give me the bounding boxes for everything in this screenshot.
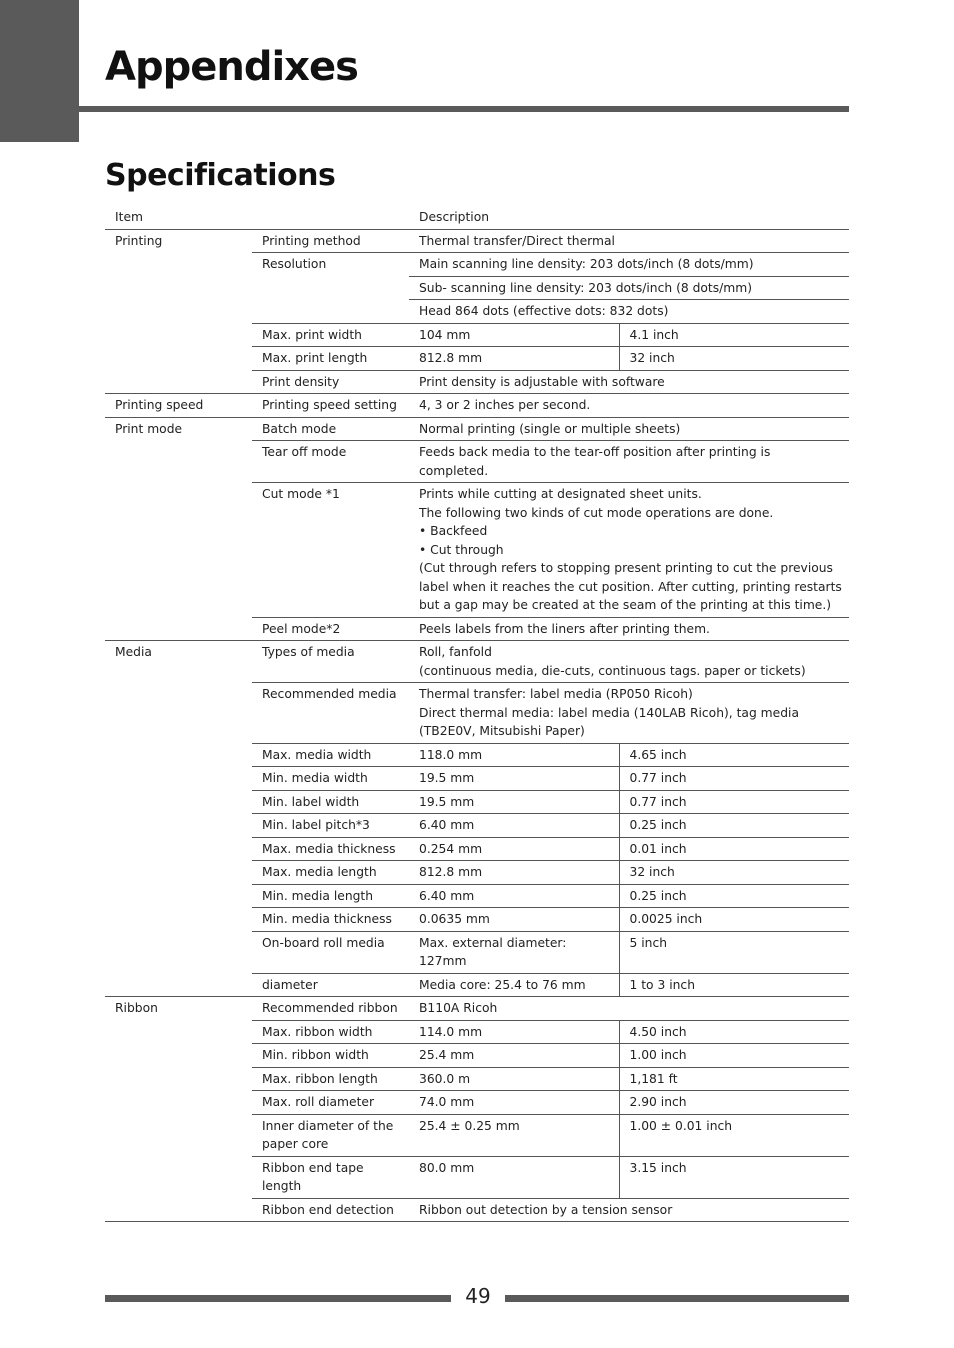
metric-value-cell: 812.8 mm bbox=[409, 347, 619, 371]
group-label: Ribbon bbox=[105, 997, 252, 1222]
imperial-value-cell: 4.65 inch bbox=[619, 743, 849, 767]
imperial-value-cell: 0.01 inch bbox=[619, 837, 849, 861]
metric-value-cell: 812.8 mm bbox=[409, 861, 619, 885]
table-row bbox=[105, 394, 849, 418]
item-label: Min. ribbon width bbox=[252, 1044, 409, 1068]
item-label: Max. media length bbox=[252, 861, 409, 885]
item-label: Max. print length bbox=[252, 347, 409, 371]
description-cell: Thermal transfer/Direct thermal bbox=[409, 229, 849, 253]
imperial-value-cell: 1.00 ± 0.01 inch bbox=[619, 1114, 849, 1156]
imperial-value-cell: 32 inch bbox=[619, 861, 849, 885]
imperial-value-cell: 5 inch bbox=[619, 931, 849, 973]
item-label: Max. print width bbox=[252, 323, 409, 347]
section-title: Specifications bbox=[105, 158, 336, 193]
metric-value-cell: 19.5 mm bbox=[409, 790, 619, 814]
metric-value-cell: 0.0635 mm bbox=[409, 908, 619, 932]
description-cell: B110A Ricoh bbox=[409, 997, 849, 1021]
description-cell: Print density is adjustable with software bbox=[409, 370, 849, 394]
chapter-title: Appendixes bbox=[105, 44, 358, 90]
column-header-description: Description bbox=[409, 206, 849, 229]
metric-value-cell: 360.0 m bbox=[409, 1067, 619, 1091]
metric-value-cell: 6.40 mm bbox=[409, 814, 619, 838]
item-label: Cut mode *1 bbox=[252, 483, 409, 618]
description-cell: Main scanning line density: 203 dots/inch (8 dots/mm) bbox=[409, 253, 849, 277]
metric-value-cell: 80.0 mm bbox=[409, 1156, 619, 1198]
imperial-value-cell: 4.50 inch bbox=[619, 1020, 849, 1044]
table-header-row bbox=[105, 206, 849, 229]
metric-value-cell: 0.254 mm bbox=[409, 837, 619, 861]
chapter-tab-block bbox=[0, 0, 79, 142]
page-number: 49 bbox=[465, 1284, 491, 1308]
footer-rule-left bbox=[105, 1295, 451, 1302]
metric-value-cell: 74.0 mm bbox=[409, 1091, 619, 1115]
table-row bbox=[105, 641, 849, 683]
specifications-table bbox=[105, 206, 849, 1222]
item-label: Max. media width bbox=[252, 743, 409, 767]
item-label: Max. ribbon length bbox=[252, 1067, 409, 1091]
imperial-value-cell: 0.25 inch bbox=[619, 814, 849, 838]
metric-value-cell: 118.0 mm bbox=[409, 743, 619, 767]
item-label: Printing speed setting bbox=[252, 394, 409, 418]
imperial-value-cell: 0.25 inch bbox=[619, 884, 849, 908]
item-label: Ribbon end detection bbox=[252, 1198, 409, 1222]
imperial-value-cell: 0.0025 inch bbox=[619, 908, 849, 932]
description-cell: Normal printing (single or multiple sheets) bbox=[409, 417, 849, 441]
imperial-value-cell: 1 to 3 inch bbox=[619, 973, 849, 997]
item-label: Max. media thickness bbox=[252, 837, 409, 861]
table-row bbox=[105, 229, 849, 253]
item-label: Min. media width bbox=[252, 767, 409, 791]
item-label: On-board roll media bbox=[252, 931, 409, 973]
item-label: Min. media length bbox=[252, 884, 409, 908]
item-label: Peel mode*2 bbox=[252, 617, 409, 641]
imperial-value-cell: 4.1 inch bbox=[619, 323, 849, 347]
description-cell: Peels labels from the liners after printing them. bbox=[409, 617, 849, 641]
metric-value-cell: 6.40 mm bbox=[409, 884, 619, 908]
item-label: Min. media thickness bbox=[252, 908, 409, 932]
imperial-value-cell: 0.77 inch bbox=[619, 767, 849, 791]
group-label: Printing speed bbox=[105, 394, 252, 418]
item-label: Types of media bbox=[252, 641, 409, 683]
metric-value-cell: 104 mm bbox=[409, 323, 619, 347]
item-label: Resolution bbox=[252, 253, 409, 324]
description-cell: Head 864 dots (effective dots: 832 dots) bbox=[409, 300, 849, 324]
item-label: Min. label pitch*3 bbox=[252, 814, 409, 838]
description-cell: 4, 3 or 2 inches per second. bbox=[409, 394, 849, 418]
item-label: Max. roll diameter bbox=[252, 1091, 409, 1115]
metric-value-cell: Max. external diameter: 127mm bbox=[409, 931, 619, 973]
description-cell: Prints while cutting at designated sheet units. The following two kinds of cut mode operations are done. • Backfeed • Cut through (Cut through refers to stopping present printing to cut the previous label when it reaches the cut position. After cutting, printing restarts but a gap may be created at the seam of the printing at this time.) bbox=[409, 483, 849, 618]
imperial-value-cell: 32 inch bbox=[619, 347, 849, 371]
description-cell: Ribbon out detection by a tension sensor bbox=[409, 1198, 849, 1222]
specifications-table-body bbox=[105, 206, 849, 1222]
item-label: Recommended ribbon bbox=[252, 997, 409, 1021]
item-label: Tear off mode bbox=[252, 441, 409, 483]
imperial-value-cell: 1.00 inch bbox=[619, 1044, 849, 1068]
imperial-value-cell: 3.15 inch bbox=[619, 1156, 849, 1198]
imperial-value-cell: 1,181 ft bbox=[619, 1067, 849, 1091]
item-label: Printing method bbox=[252, 229, 409, 253]
item-label: Ribbon end tape length bbox=[252, 1156, 409, 1198]
chapter-rule bbox=[79, 106, 849, 112]
table-row bbox=[105, 997, 849, 1021]
metric-value-cell: 19.5 mm bbox=[409, 767, 619, 791]
metric-value-cell: 25.4 ± 0.25 mm bbox=[409, 1114, 619, 1156]
metric-value-cell: 114.0 mm bbox=[409, 1020, 619, 1044]
description-cell: Feeds back media to the tear-off position after printing is completed. bbox=[409, 441, 849, 483]
metric-value-cell: 25.4 mm bbox=[409, 1044, 619, 1068]
group-label: Printing bbox=[105, 229, 252, 394]
item-label: Min. label width bbox=[252, 790, 409, 814]
item-label: Recommended media bbox=[252, 683, 409, 744]
item-label: diameter bbox=[252, 973, 409, 997]
description-cell: Roll, fanfold (continuous media, die-cuts, continuous tags. paper or tickets) bbox=[409, 641, 849, 683]
metric-value-cell: Media core: 25.4 to 76 mm bbox=[409, 973, 619, 997]
item-label: Max. ribbon width bbox=[252, 1020, 409, 1044]
description-cell: Thermal transfer: label media (RP050 Ricoh) Direct thermal media: label media (140LAB Ricoh), tag media (TB2E0V, Mitsubishi Paper) bbox=[409, 683, 849, 744]
group-label: Print mode bbox=[105, 417, 252, 641]
footer-rule-right bbox=[505, 1295, 849, 1302]
item-label: Inner diameter of the paper core bbox=[252, 1114, 409, 1156]
imperial-value-cell: 2.90 inch bbox=[619, 1091, 849, 1115]
description-cell: Sub- scanning line density: 203 dots/inch (8 dots/mm) bbox=[409, 276, 849, 300]
imperial-value-cell: 0.77 inch bbox=[619, 790, 849, 814]
group-label: Media bbox=[105, 641, 252, 997]
column-header-item: Item bbox=[105, 206, 409, 229]
item-label: Print density bbox=[252, 370, 409, 394]
item-label: Batch mode bbox=[252, 417, 409, 441]
table-row bbox=[105, 417, 849, 441]
